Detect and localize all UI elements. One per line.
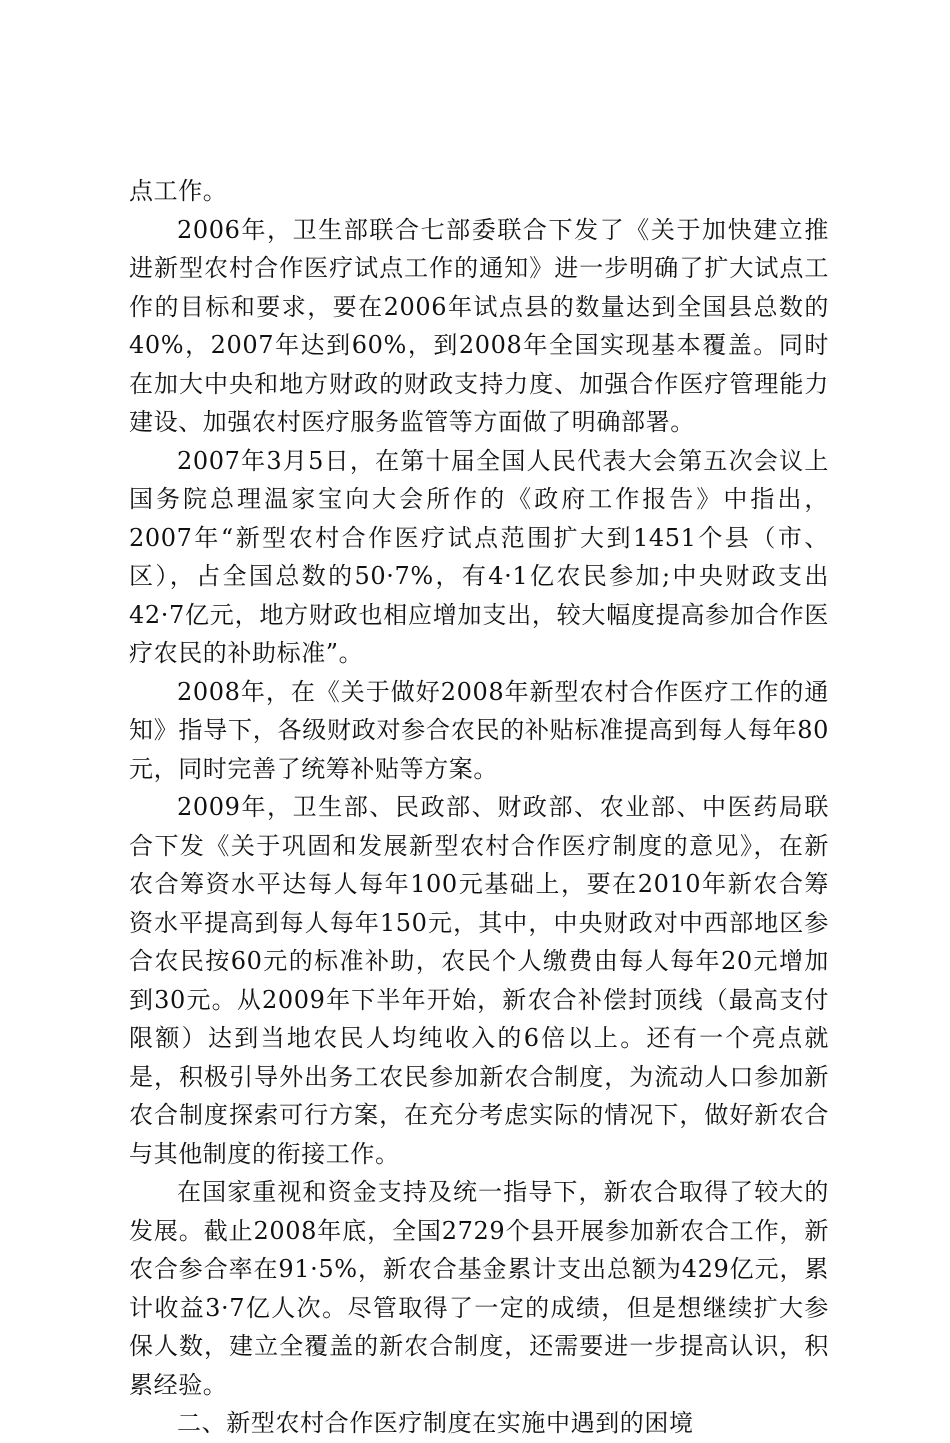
paragraph-summary: 在国家重视和资金支持及统一指导下，新农合取得了较大的发展。截止2008年底，全国2729个县开展参加新农合工作，新农合参合率在91·5%，新农合基金累计支出总额为429亿元，累计收益3·7亿人次。尽管取得了一定的成绩，但是想继续扩大参保人数，建立全覆盖的新农合制度，还需要进一步提高认识，积累经验。 — [129, 1178, 829, 1399]
paragraph-2007: 2007年3月5日，在第十届全国人民代表大会第五次会议上国务院总理温家宝向大会所作的《政府工作报告》中指出，2007年“新型农村合作医疗试点范围扩大到1451个县（市、区），占全国总数的50·7%，有4·1亿农民参加;中央财政支出42·7亿元，地方财政也相应增加支出，较大幅度提高参加合作医疗农民的补助标准”。 — [129, 446, 829, 667]
paragraph-2006: 2006年，卫生部联合七部委联合下发了《关于加快建立推进新型农村合作医疗试点工作的通知》进一步明确了扩大试点工作的目标和要求，要在2006年试点县的数量达到全国县总数的40%，2007年达到60%，到2008年全国实现基本覆盖。同时在加大中央和地方财政的财政支持力度、加强合作医疗管理能力建设、加强农村医疗服务监管等方面做了明确部署。 — [129, 215, 829, 436]
section-heading: 二、新型农村合作医疗制度在实施中遇到的困境 — [177, 1409, 694, 1437]
paragraph-2008: 2008年，在《关于做好2008年新型农村合作医疗工作的通知》指导下，各级财政对参合农民的补贴标准提高到每人每年80元，同时完善了统筹补贴等方案。 — [129, 677, 829, 783]
paragraph-2009: 2009年，卫生部、民政部、财政部、农业部、中医药局联合下发《关于巩固和发展新型农村合作医疗制度的意见》，在新农合筹资水平达每人每年100元基础上，要在2010年新农合筹资水平提高到每人每年150元，其中，中央财政对中西部地区参合农民按60元的标准补助，农民个人缴费由每人每年20元增加到30元。从2009年下半年开始，新农合补偿封顶线（最高支付限额）达到当地农民人均纯收入的6倍以上。还有一个亮点就是，积极引导外出务工农民参加新农合制度，为流动人口参加新农合制度探索可行方案，在充分考虑实际的情况下，做好新农合与其他制度的衔接工作。 — [129, 793, 829, 1168]
document-body — [129, 172, 829, 1443]
paragraph-continuation: 点工作。 — [129, 177, 228, 205]
